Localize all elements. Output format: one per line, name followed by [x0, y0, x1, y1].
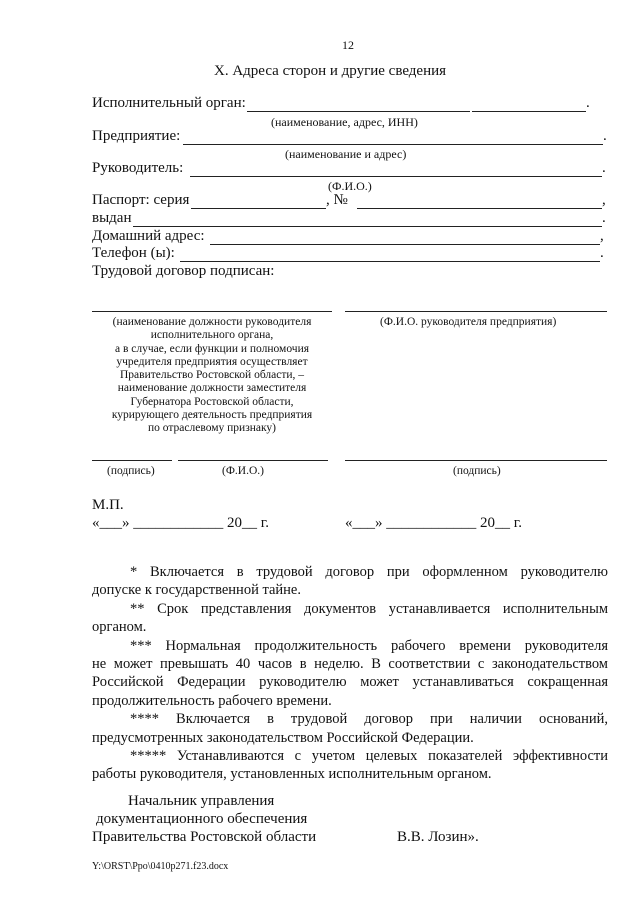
footnote: [92, 600, 608, 637]
right-signature-line[interactable]: [345, 460, 607, 461]
issued-line[interactable]: [133, 226, 602, 227]
passport-number-line[interactable]: [357, 208, 602, 209]
left-position-line[interactable]: [92, 311, 332, 312]
enterprise-end: .: [603, 128, 607, 144]
executive-body-end: .: [586, 95, 590, 111]
phone-line[interactable]: [180, 261, 600, 262]
left-hint-line: по отраслевому признаку): [148, 422, 276, 435]
home-address-label: Домашний адрес:: [92, 228, 205, 244]
left-fio-hint: (Ф.И.О.): [222, 465, 264, 477]
stamp-label: М.П.: [92, 497, 124, 513]
passport-end: ,: [602, 192, 606, 208]
left-position-hint: [92, 316, 332, 436]
phone-label: Телефон (ы):: [92, 245, 175, 261]
right-name-hint: (Ф.И.О. руководителя предприятия): [380, 316, 557, 328]
signatory-name: В.В. Лозин».: [397, 829, 479, 845]
signature-title-2: документационного обеспечения: [96, 811, 308, 827]
footnote: [92, 563, 608, 600]
head-line[interactable]: [190, 176, 602, 177]
passport-series-line[interactable]: [191, 208, 326, 209]
page-number: 12: [342, 38, 354, 52]
head-end: .: [602, 160, 606, 176]
executive-body-hint: (наименование, адрес, ИНН): [271, 115, 418, 129]
footnote-line: Российской Федерации руководителю может устанавливаться сокращенная: [92, 674, 608, 691]
footnote-line: предусмотренных законодательством Российской Федерации.: [92, 729, 474, 746]
footnote: [92, 710, 608, 747]
left-signature-hint: (подпись): [107, 465, 155, 477]
left-hint-line: (наименование должности руководителя: [112, 316, 312, 328]
footnote: [92, 747, 608, 784]
footnote-line: органом.: [92, 619, 147, 636]
head-hint: (Ф.И.О.): [328, 179, 372, 193]
date-left: «___» ____________ 20__ г.: [92, 515, 269, 531]
footnote-first-line: **** Включается в трудовой договор при наличии оснований,: [130, 711, 608, 728]
footnote-first-line: * Включается в трудовой договор при оформленном руководителю: [130, 564, 608, 580]
left-hint-line: а в случае, если функции и полномочия: [114, 342, 310, 355]
enterprise-line[interactable]: [183, 144, 603, 145]
home-address-line[interactable]: [210, 244, 600, 245]
footnotes: [92, 563, 608, 784]
footnote: [92, 637, 608, 711]
section-title: X. Адреса сторон и другие сведения: [214, 63, 447, 79]
enterprise-hint: (наименование и адрес): [285, 147, 407, 161]
date-right: «___» ____________ 20__ г.: [345, 515, 522, 531]
enterprise-label: Предприятие:: [92, 128, 181, 144]
signature-title-1: Начальник управления: [128, 793, 275, 809]
phone-end: .: [600, 245, 604, 261]
footnote-line: допуске к государственной тайне.: [92, 582, 301, 599]
signature-title-3: Правительства Ростовской области: [92, 829, 317, 845]
footnote-line: работы руководителя, установленных исполнительным органом.: [92, 766, 492, 783]
left-hint-line: наименование должности заместителя: [117, 382, 307, 395]
passport-label: Паспорт: серия: [92, 192, 190, 208]
left-hint-line: Правительство Ростовской области, –: [119, 369, 305, 382]
footnote-first-line: ** Срок представления документов устанавливается исполнительным: [130, 600, 608, 617]
left-hint-line: Губернатора Ростовской области,: [130, 395, 294, 408]
executive-body-line-1[interactable]: [247, 111, 470, 112]
contract-signed-label: Трудовой договор подписан:: [92, 263, 275, 279]
issued-end: .: [602, 210, 606, 226]
right-name-line[interactable]: [345, 311, 607, 312]
left-hint-line: учредителя предприятия осуществляет: [116, 355, 308, 368]
left-signature-line[interactable]: [92, 460, 172, 461]
right-signature-hint: (подпись): [453, 465, 501, 477]
left-fio-line[interactable]: [178, 460, 328, 461]
footnote-line: не может превышать 40 часов в неделю. В соответствии с законодательством: [92, 656, 608, 673]
head-label: Руководитель:: [92, 160, 184, 176]
issued-label: выдан: [92, 210, 132, 226]
left-hint-line: курирующего деятельность предприятия: [111, 409, 313, 422]
footnote-first-line: ***** Устанавливаются с учетом целевых показателей эффективности: [130, 748, 608, 765]
footnote-line: продолжительность рабочего времени.: [92, 692, 332, 709]
executive-body-line-2[interactable]: [472, 111, 586, 112]
left-hint-line: исполнительного органа,: [150, 329, 274, 342]
footnote-first-line: *** Нормальная продолжительность рабочего времени руководителя: [130, 637, 608, 654]
file-path: Y:\ORST\Ppo\0410p271.f23.docx: [92, 861, 229, 872]
executive-body-label: Исполнительный орган:: [92, 95, 246, 111]
home-address-end: ,: [600, 228, 604, 244]
passport-number-label: , №: [326, 192, 348, 208]
